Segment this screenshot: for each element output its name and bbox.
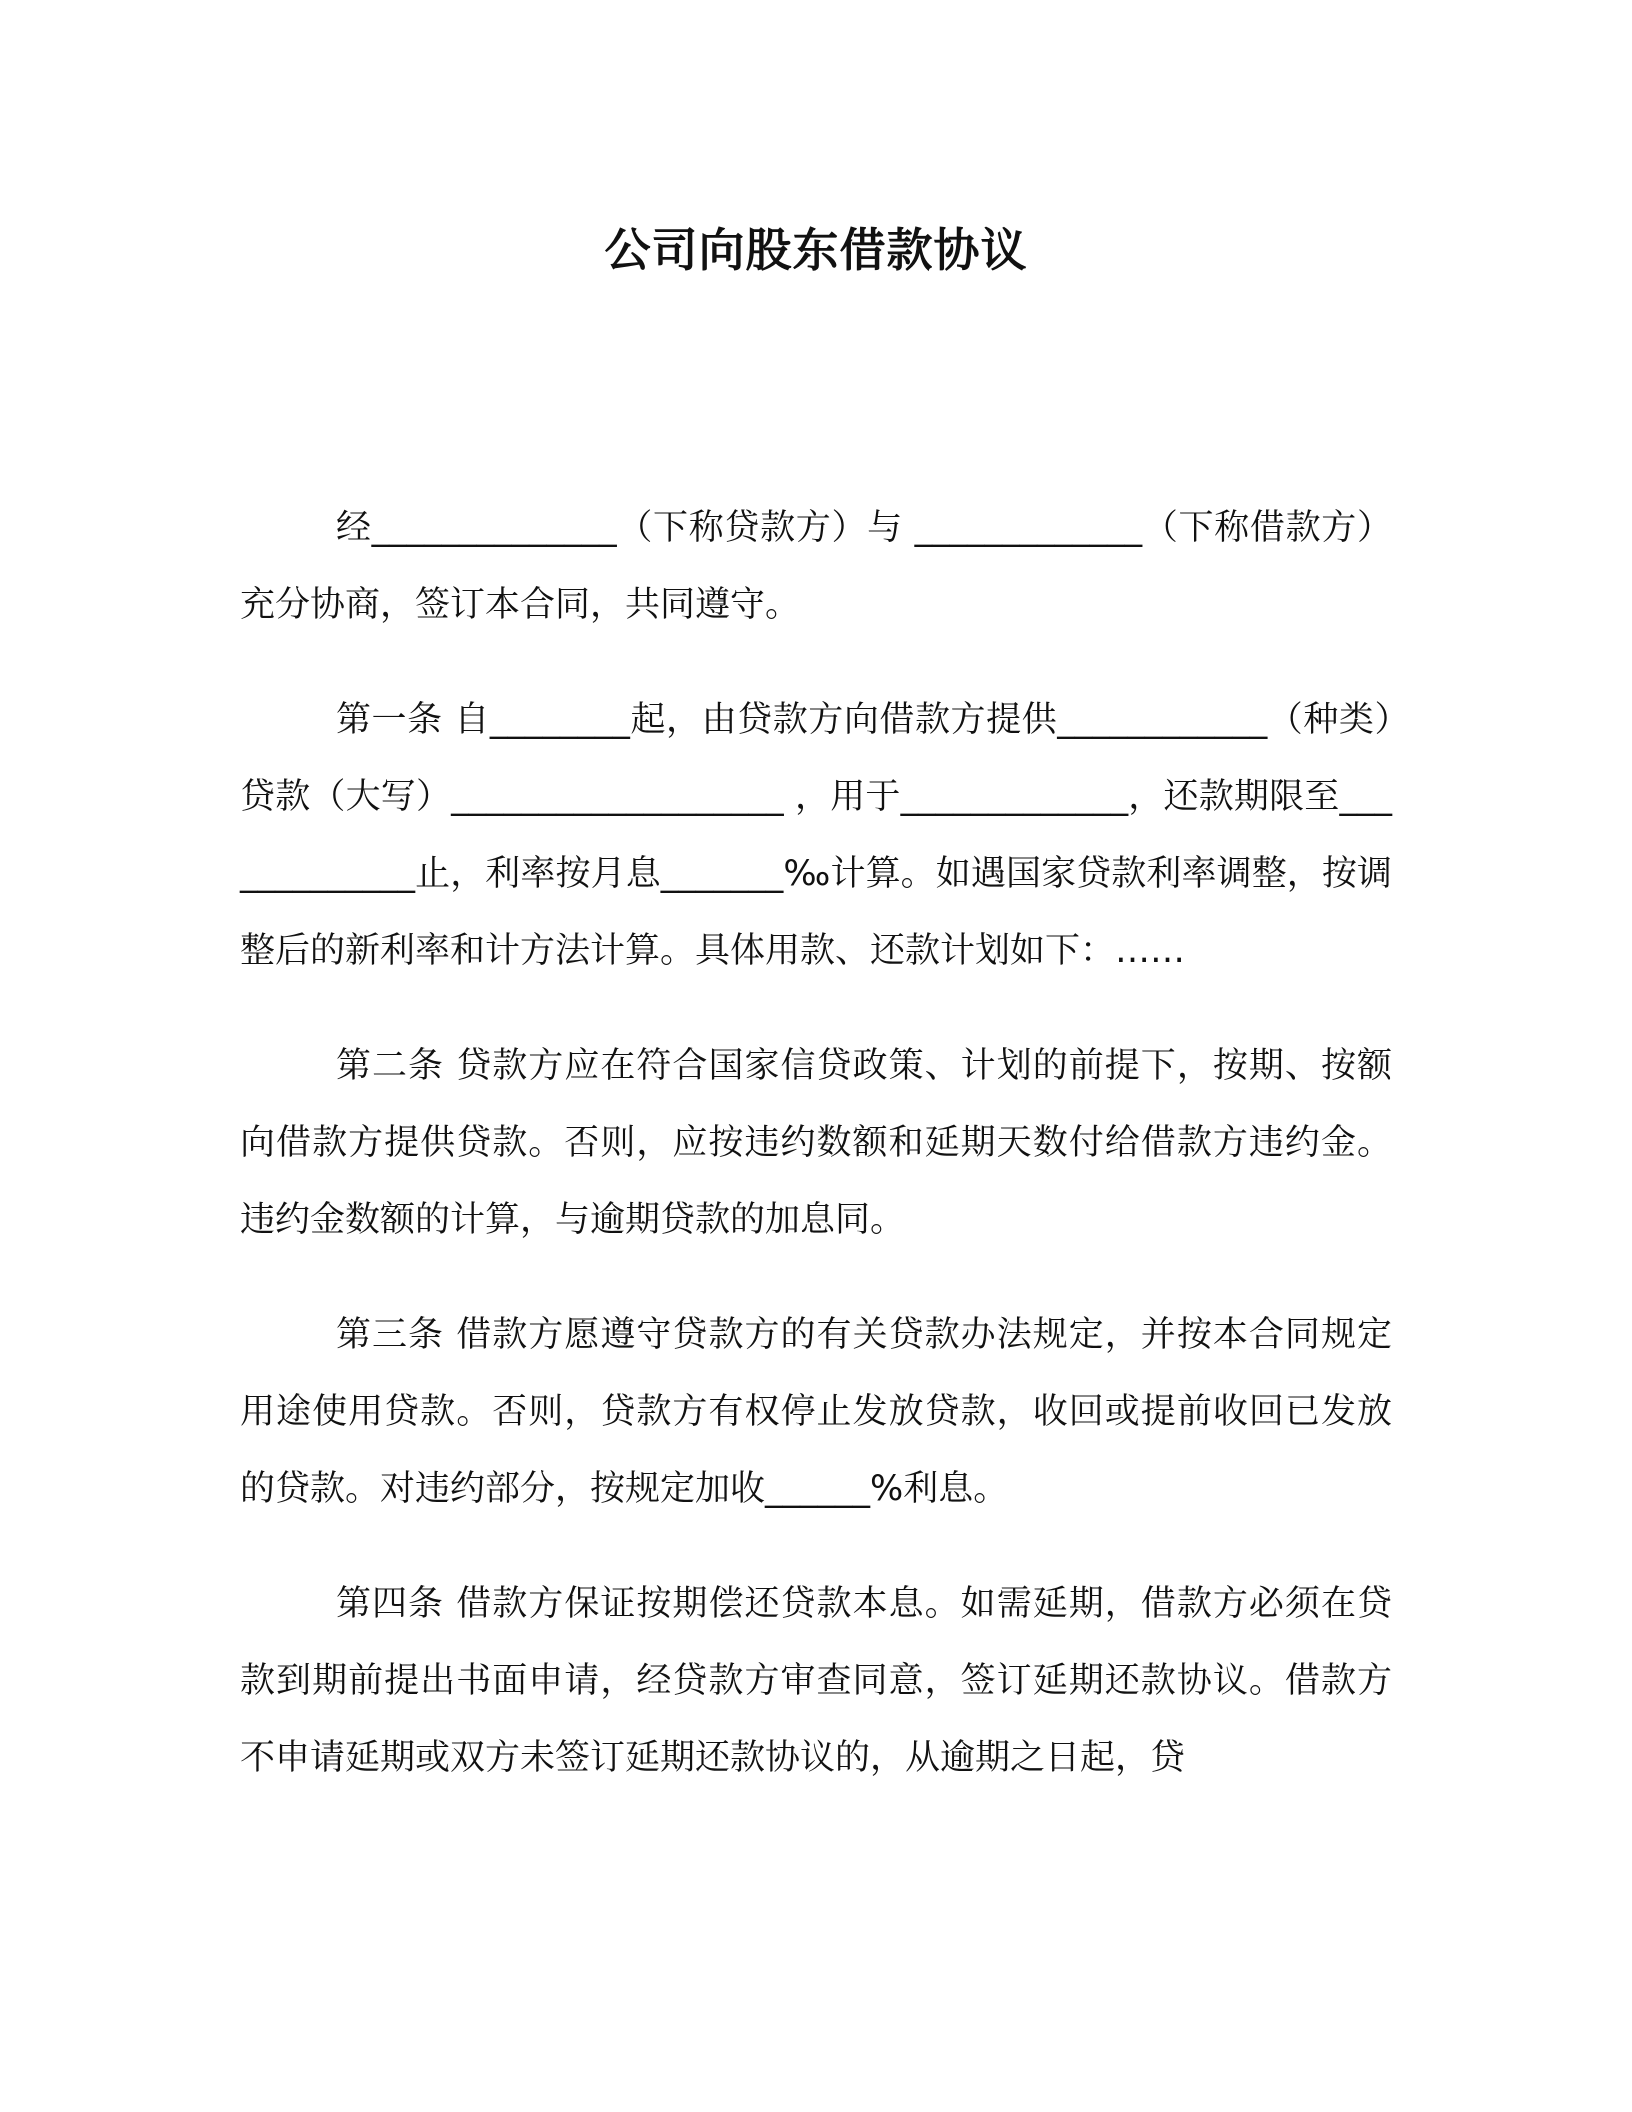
intro-paragraph: 经______________（下称贷款方）与 _____________（下称借款方）充分协商，签订本合同，共同遵守。 [240, 508, 1392, 625]
document-body [240, 490, 1392, 1835]
document-title: 公司向股东借款协议 [604, 223, 1028, 277]
article-1-paragraph: 第一条 自________起，由贷款方向借款方提供____________（种类）贷款（大写）___________________ ，用于_____________，还款期限至_____________止，利率按月息_______‰计算。如遇国家贷款利率调整，按调整后的新利率和计方法计算。具体用款、还款计划如下：…… [240, 700, 1392, 971]
article-2-paragraph: 第二条 贷款方应在符合国家信贷政策、计划的前提下，按期、按额向借款方提供贷款。否则，应按违约数额和延期天数付给借款方违约金。违约金数额的计算，与逾期贷款的加息同。 [240, 1046, 1392, 1240]
article-3-paragraph: 第三条 借款方愿遵守贷款方的有关贷款办法规定，并按本合同规定用途使用贷款。否则，贷款方有权停止发放贷款，收回或提前收回已发放的贷款。对违约部分，按规定加收______%利息。 [240, 1315, 1392, 1509]
article-4-paragraph: 第四条 借款方保证按期偿还贷款本息。如需延期，借款方必须在贷款到期前提出书面申请，经贷款方审查同意，签订延期还款协议。借款方不申请延期或双方未签订延期还款协议的，从逾期之日起，贷 [240, 1584, 1392, 1778]
